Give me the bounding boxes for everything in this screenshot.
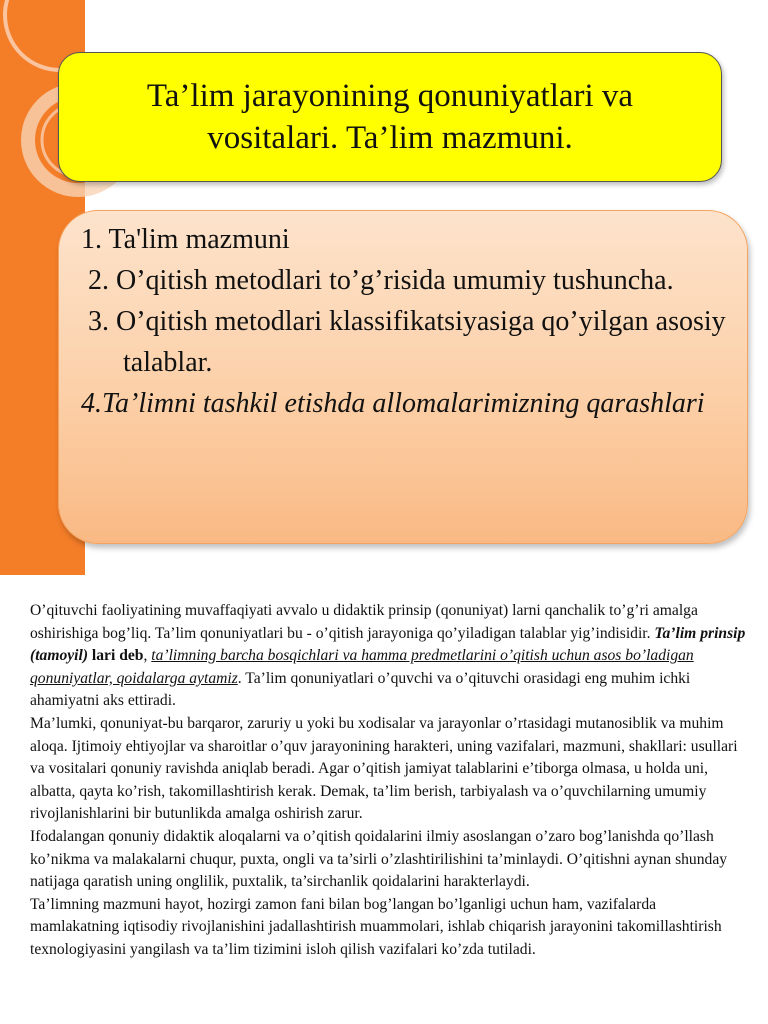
comma-text: , [143,647,152,665]
paragraph-text: . Ta’lim qonuniyatlari o’quvchi va o’qituvchi orasidagi eng muhim ichki ahamiyatni aks ettiradi. [30,669,691,710]
agenda-item: 1. Ta'lim mazmuni [81,224,290,255]
title-box [58,52,722,182]
document-body [30,600,748,962]
agenda-list [59,211,747,424]
slide-title: Ta’lim jarayonining qonuniyatlari va vositalari. Ta’lim mazmuni. [146,78,634,156]
paragraph: Ma’lumki, qonuniyat-bu barqaror, zaruriy u yoki bu xodisalar va jarayonlar o’rtasidagi mutanosiblik va muhim aloqa. Ijtimoiy ehtiyojlar va sharoitlar o’quv jarayonining harakteri, uning vazifalari, mazmuni, shakllari: usullari va vositalari qonuniy ravishda aniqlab beradi. Agar o’qitish jamiyat talablarini e’tiborga olmasa, u holda uni, albatta, qayta ko’rish, takomillashtirish kerak. Demak, ta’lim berish, tarbiyalash va o’quvchilarning umumiy rivojlanishlarini bir butunlikda amalga oshirish zarur. [30,714,738,823]
term-suffix-bold: lari deb [88,647,144,665]
agenda-item: 3. O’qitish metodlari klassifikatsiyasiga qo’yilgan asosiy [81,306,726,337]
agenda-item: talablar. [81,347,213,378]
agenda-item: 4.Ta’limni tashkil etishda allomalarimizning qarashlari [81,388,705,419]
agenda-item: 2. O’qitish metodlari to’g’risida umumiy tushuncha. [81,265,674,296]
paragraph [30,600,748,713]
agenda-box [58,210,748,544]
paragraph: Ifodalangan qonuniy didaktik aloqalarni va o’qitish qoidalarini ilmiy asoslangan o’zaro bog’lanishda qo’llash ko’nikma va malakalarni chuqur, puxta, ongli va ta’sirli o’zlashtirilishini ta’minlaydi. O’qitishni aynan shunday natijaga qaratish uning onglilik, puxtalik, ta’sirchanlik qoidalarini harakterlaydi. [30,827,728,891]
definition-underlined: ta’limning barcha bosqichlari va hamma predmetlarini o’qitish uchun asos bo’ladigan qonuniyatlar, qoidalarga aytamiz [30,647,694,687]
term-bold-italic: Ta’lim prinsip (tamoyil) [30,624,746,665]
paragraph: Ta’limning mazmuni hayot, hozirgi zamon fani bilan bog’langan bo’lganligi uchun ham, vazifalarda mamlakatning iqtisodiy rivojlanishini jadallashtirish muammolari, ishlab chiqarish jarayonini takomillashtirish texnologiyasini yangilash va ta’lim tizimini isloh qilish vazifalari ko’zda tutiladi. [30,895,722,958]
paragraph-text: O’qituvchi faoliyatining muvaffaqiyati avvalo u didaktik prinsip (qonuniyat) larni qanchalik to’g’ri amalga oshirishiga bog’liq. Ta’lim qonuniyatlari bu - o’qitish jarayoniga qo’yiladigan talablar yig’indisidir. [30,602,698,642]
